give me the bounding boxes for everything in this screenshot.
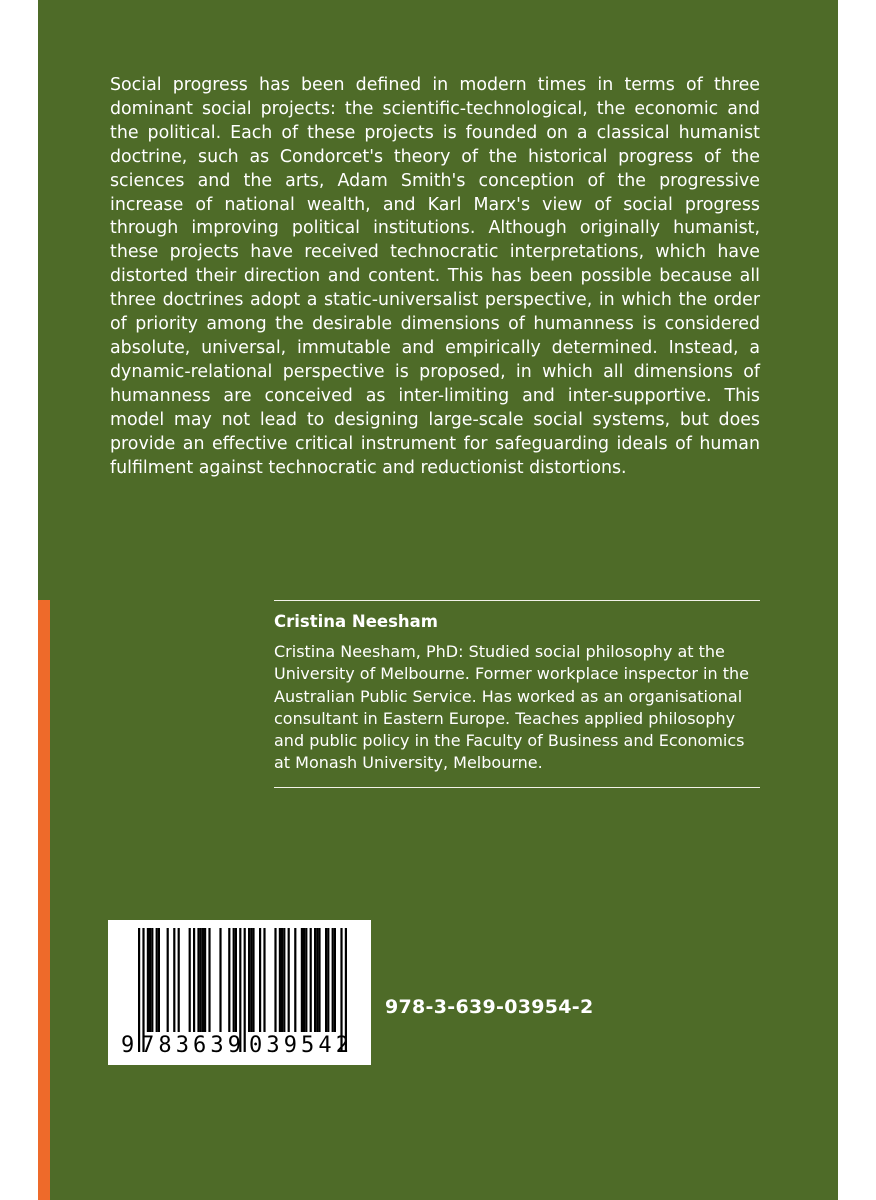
barcode-digits-left: 783639 — [141, 1033, 241, 1058]
barcode-digit-lead: 9 — [121, 1033, 135, 1058]
barcode-bar — [235, 928, 237, 1032]
barcode-bar — [318, 928, 320, 1032]
barcode-bar — [248, 928, 250, 1032]
barcode-bar — [279, 928, 281, 1032]
orange-accent-strip — [38, 600, 50, 1200]
barcode-bar — [305, 928, 307, 1032]
barcode-bar — [197, 928, 199, 1032]
barcode-bar — [263, 928, 265, 1032]
barcode-bar — [334, 928, 336, 1032]
barcode-bar — [327, 928, 329, 1032]
barcode-bar — [294, 928, 296, 1032]
barcode-bar — [281, 928, 283, 1032]
barcode-bar — [158, 928, 160, 1032]
barcode-bar — [310, 928, 312, 1032]
barcode-bar — [228, 928, 230, 1032]
author-section — [274, 600, 760, 788]
barcode-bar — [138, 928, 140, 1052]
barcode-bar — [316, 928, 318, 1032]
barcode — [108, 920, 371, 1065]
barcode-bar — [233, 928, 235, 1032]
barcode-bar — [173, 928, 175, 1032]
author-bio: Cristina Neesham, PhD: Studied social philosophy at the University of Melbourne. Former workplace inspector in the Australian Public Service. Has worked as an organisational consultant in Eastern Europe. Teaches applied philosophy and public policy in the Faculty of Business and Economics at Monash University, Melbourne. — [274, 642, 749, 773]
barcode-digits-right: 039542 — [249, 1033, 349, 1058]
barcode-bar — [149, 928, 151, 1032]
barcode-bar — [189, 928, 191, 1032]
barcode-bar — [288, 928, 290, 1032]
barcode-bar — [303, 928, 305, 1032]
barcode-bar — [250, 928, 252, 1032]
barcode-bar — [325, 928, 327, 1032]
barcode-bar — [200, 928, 202, 1032]
barcode-bar — [193, 928, 195, 1032]
barcode-graphic — [108, 920, 371, 1065]
barcode-bar — [274, 928, 276, 1032]
isbn-number: 978-3-639-03954-2 — [385, 996, 594, 1018]
barcode-bar — [252, 928, 254, 1032]
barcode-bar — [151, 928, 153, 1032]
barcode-bar — [314, 928, 316, 1032]
back-cover — [38, 0, 838, 1200]
barcode-bar — [156, 928, 158, 1032]
barcode-bar — [204, 928, 206, 1032]
barcode-bar — [147, 928, 149, 1032]
abstract-text: Social progress has been defined in modern times in terms of three dominant social projects: the scientific-technological, the economic and the political. Each of these projects is founded on a classical humanist doctrine, such as Condorcet's theory of the historical progress of the sciences and the arts, Adam Smith's conception of the progressive increase of national wealth, and Karl Marx's view of social progress through improving political institutions. Although originally humanist, these projects have received technocratic interpretations, which have distorted their direction and content. This has been possible because all three doctrines adopt a static-universalist perspective, in which the order of priority among the desirable dimensions of humanness is considered absolute, universal, immutable and empirically determined. Instead, a dynamic-relational perspective is proposed, in which all dimensions of humanness are conceived as inter-limiting and inter-supportive. This model may not lead to designing large-scale social systems, but does provide an effective critical instrument for safeguarding ideals of human fulfilment against technocratic and reductionist distortions. — [110, 75, 760, 478]
barcode-bar — [178, 928, 180, 1032]
barcode-bar — [301, 928, 303, 1032]
barcode-bar — [202, 928, 204, 1032]
barcode-bar — [244, 928, 246, 1052]
barcode-bar — [219, 928, 221, 1032]
barcode-bar — [332, 928, 334, 1032]
barcode-bar — [259, 928, 261, 1032]
barcode-bar — [167, 928, 169, 1032]
author-name: Cristina Neesham — [274, 612, 438, 631]
barcode-bar — [283, 928, 285, 1032]
barcode-bar — [208, 928, 210, 1032]
